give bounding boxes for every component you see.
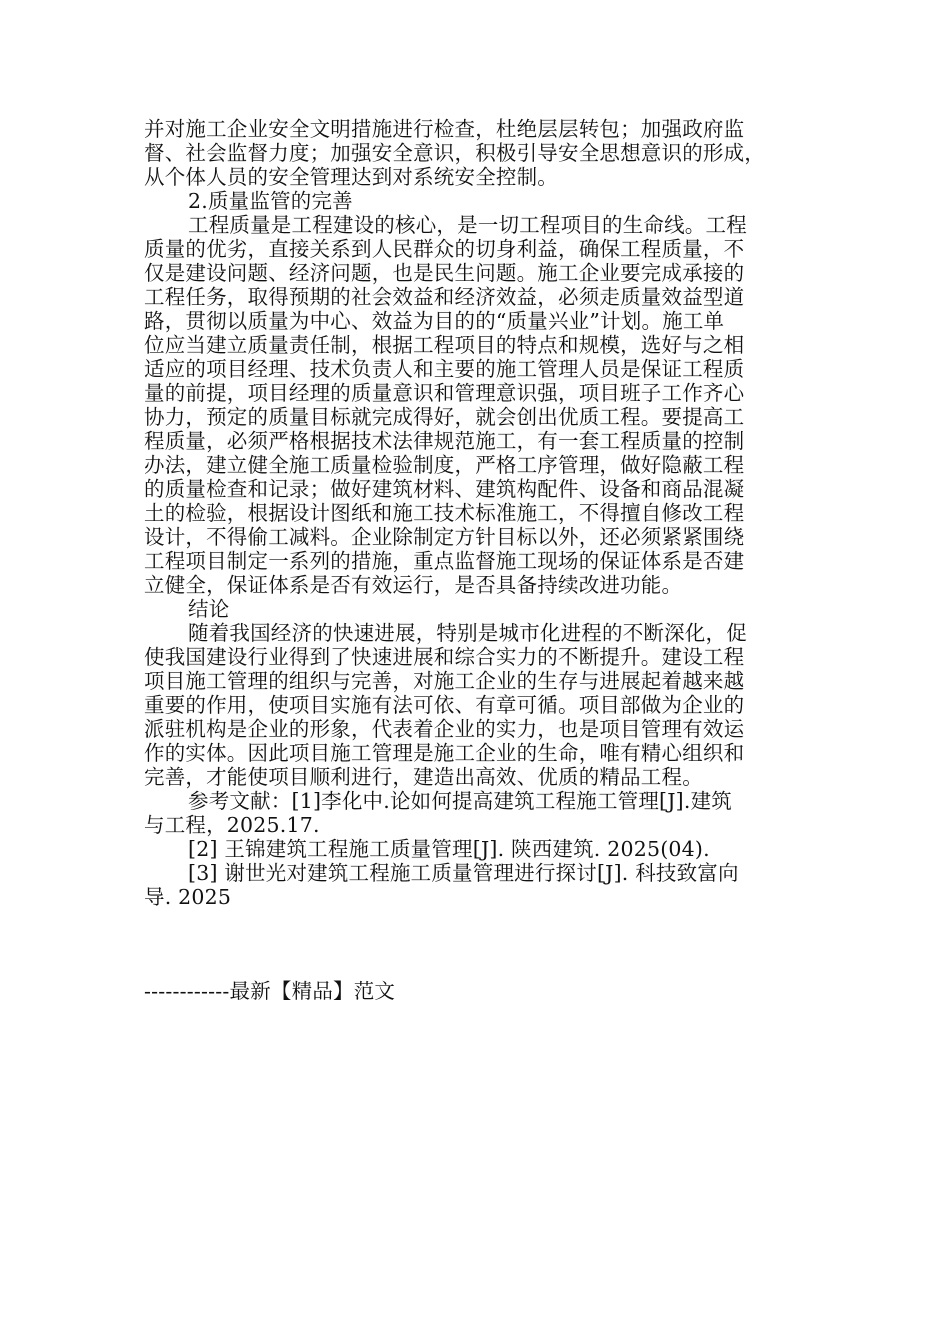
body-text-line: 并对施工企业安全文明措施进行检查，杜绝层层转包；加强政府监: [144, 117, 745, 141]
body-text-line: 随着我国经济的快速进展，特别是城市化进程的不断深化，促: [188, 621, 747, 645]
body-text-line: 完善，才能使项目顺利进行，建造出高效、优质的精品工程。: [144, 765, 703, 789]
body-text-line: 协力，预定的质量目标就完成得好，就会创出优质工程。要提高工: [144, 405, 745, 429]
body-text-line: 使我国建设行业得到了快速进展和综合实力的不断提升。建设工程: [144, 645, 745, 669]
body-text-line: 工程质量是工程建设的核心，是一切工程项目的生命线。工程: [188, 213, 747, 237]
body-text-line: 立健全，保证体系是否有效运行，是否具备持续改进功能。: [144, 573, 683, 597]
body-text-line: 工程项目制定一系列的措施，重点监督施工现场的保证体系是否建: [144, 549, 745, 573]
body-text-line: 路，贯彻以质量为中心、效益为目的的“质量兴业”计划。施工单: [144, 309, 725, 333]
body-text-line: 工程任务，取得预期的社会效益和经济效益，必须走质量效益型道: [144, 285, 745, 309]
reference-entry: 参考文献：[1]李化中.论如何提高建筑工程施工管理[J].建筑: [188, 789, 732, 813]
body-text-line: 作的实体。因此项目施工管理是施工企业的生命，唯有精心组织和: [144, 741, 745, 765]
body-text-line: 质量的优劣，直接关系到人民群众的切身利益，确保工程质量，不: [144, 237, 745, 261]
reference-entry: 与工程，2025.17.: [144, 813, 320, 837]
body-text-line: 适应的项目经理、技术负责人和主要的施工管理人员是保证工程质: [144, 357, 745, 381]
section-heading: 2.质量监管的完善: [188, 189, 353, 213]
body-text-line: 土的检验，根据设计图纸和施工技术标准施工，不得擅自修改工程: [144, 501, 745, 525]
reference-entry: [3] 谢世光对建筑工程施工质量管理进行探讨[J]. 科技致富向: [188, 861, 739, 885]
reference-entry: 导. 2025: [144, 885, 232, 909]
body-text-line: 程质量，必须严格根据技术法律规范施工，有一套工程质量的控制: [144, 429, 745, 453]
body-text-line: 设计，不得偷工减料。企业除制定方针目标以外，还必须紧紧围绕: [144, 525, 745, 549]
document-page: [144, 117, 806, 1003]
body-text-line: 从个体人员的安全管理达到对系统安全控制。: [144, 165, 558, 189]
body-text-line: 仅是建设问题、经济问题，也是民生问题。施工企业要完成承接的: [144, 261, 745, 285]
reference-entry: [2] 王锦建筑工程施工质量管理[J]. 陕西建筑. 2025(04).: [188, 837, 710, 861]
body-text-line: 办法，建立健全施工质量检验制度，严格工序管理，做好隐蔽工程: [144, 453, 745, 477]
body-text-line: 项目施工管理的组织与完善，对施工企业的生存与进展起着越来越: [144, 669, 745, 693]
body-text-line: 重要的作用，使项目实施有法可依、有章可循。项目部做为企业的: [144, 693, 745, 717]
body-text-line: 位应当建立质量责任制，根据工程项目的特点和规模，选好与之相: [144, 333, 745, 357]
body-text-line: 量的前提，项目经理的质量意识和管理意识强，项目班子工作齐心: [144, 381, 745, 405]
body-text-line: 的质量检查和记录；做好建筑材料、建筑构配件、设备和商品混凝: [144, 477, 745, 501]
section-heading: 结论: [188, 597, 230, 621]
body-text-line: 派驻机构是企业的形象，代表着企业的实力，也是项目管理有效运: [144, 717, 745, 741]
spacer: [144, 909, 806, 979]
body-text-line: 督、社会监督力度；加强安全意识，积极引导安全思想意识的形成，: [144, 141, 765, 165]
page-footer: ------------最新【精品】范文: [144, 979, 396, 1003]
